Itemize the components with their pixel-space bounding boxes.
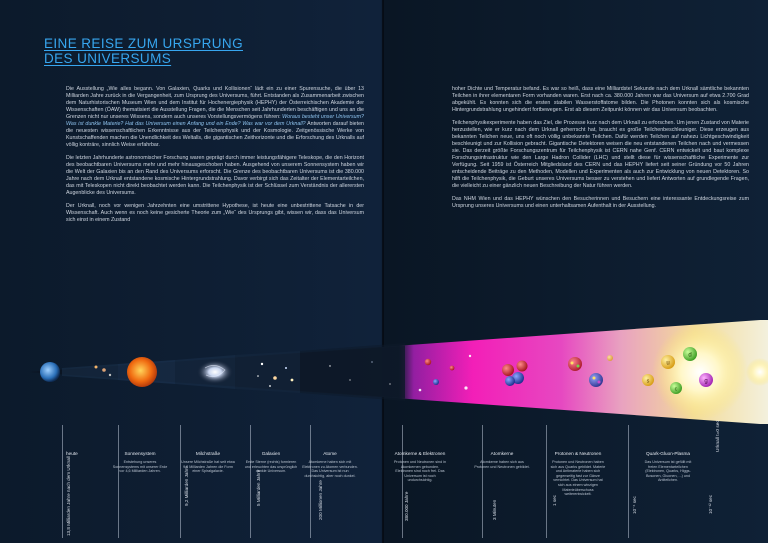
timeline-divider [118, 425, 119, 538]
stage-description: Das Universum ist gefüllt mit freien Elementarteilchen (Elektronen, Quarks, Higgs-Bosonen, Gluonen, ...) und Antiteilchen. [644, 460, 692, 483]
stage-heading: Atome [323, 451, 337, 456]
stage-time: 3 Minuten [492, 499, 497, 520]
sun-icon [127, 357, 157, 387]
quark-d: d [688, 352, 692, 359]
quark-c: c [674, 386, 678, 393]
timeline-divider [482, 425, 483, 538]
stage-time: 9,2 Milliarden Jahre [184, 465, 189, 506]
stage-description: Entstehung unseres Sonnensystems mit unserer Erde vor 4,6 Milliarden Jahren. [112, 460, 168, 474]
urknall-label: Urknall t=0 sec [716, 420, 721, 452]
stage-heading: Sonnensystem [124, 451, 156, 456]
stage-time: 10⁻¹² sec [708, 494, 713, 514]
timeline-divider [628, 425, 629, 538]
stage-heading: heute [66, 451, 78, 456]
stage-heading: Quark-Gluon-Plasma [645, 451, 691, 456]
stage-heading: Galaxien [261, 451, 281, 456]
title-line-2: DES UNIVERSUMS [44, 51, 172, 66]
timeline-divider [250, 425, 251, 538]
page-gutter [382, 0, 384, 543]
stage-description: Atomkerne haben sich aus Protonen und Neutronen gebildet. [474, 460, 530, 469]
right-text-column [452, 86, 749, 215]
cosmic-timeline-illustration [0, 318, 768, 426]
title-line-1: EINE REISE ZUM URSPRUNG [44, 36, 243, 51]
milky-way-icon [197, 360, 233, 384]
left-paragraph-1: Die Ausstellung „Wie alles begann. Von Galaxien, Quarks und Kollisionen“ lädt ein zu einer Spurensuche, die über 13 Milliarden Jahre zurück in die Vergangenheit, zum Ursprung des Universums, führt. Entstanden als Zusammenarbeit zwischen dem Naturhistorischen Museum Wien und dem Institut für Hochenergiephysik (HEPHY) der Österreichischen Akademie der Wissenschaften (ÖAW) thematisiert die Ausstellung Fragen, die die Menschen seit Jahrhunderten beschäftigen und uns an die Grenzen nicht nur unseres Wissens, sondern auch unseres Vorstellungsvermögens führen: Woraus besteht unser Universum? Was ist dunkle Materie? Hat das Universum einen Anfang und ein Ende? Was war vor dem Urknall? Antworten darauf bieten die neuesten wissenschaftlichen Erkenntnisse aus der Teilchenphysik und der Kosmologie. Zeitgenössische Werke von Kunstschaffenden machen die Unendlichkeit des Weltalls, die gigantischen Zeithorizonte und die Erforschung des Urknalls auf völlig konträre, sinnlich Weise erfahrbar. [66, 86, 364, 149]
right-paragraph-2: Teilchenphysikexperimente haben das Ziel, die Prozesse kurz nach dem Urknall zu erforschen. Um jenen Zustand von Materie herzustellen, wie er kurz nach dem Urknall geherrscht hat, braucht es große Teilchenbeschleuniger. Diese erzeugen aus bekannten Teilchen neue, uns oft noch völlig unbekannte Teilchen. Dafür werden Teilchen auf nahezu Lichtgeschwindigkeit beschleunigt und zur Kollision gebracht. Gigantische Detektoren weisen die neu entstandenen Teilchen nach und vermessen sie. Das derzeit größte Forschungszentrum für Teilchenphysik ist CERN nahe Genf. CERN entwickelt und baut komplexe Forschungsinfrastruktur wie den Large Hadron Collider (LHC) und stellt diese für wissenschaftliche Experimente zur Verfügung. Seit 1959 ist Österreich Mitgliedsland des CERN und das HEPHY liefert seit seiner Gründung vor 50 Jahren entscheidende Beiträge zu den Methoden, Modellen und Experimenten als auch zur Entwicklung von neuen Detektoren. So hilft die Teilchenphysik, die Geburt unseres Universums besser zu verstehen und liefert Antworten auf grundlegende Fragen, die vielleicht zu einer gänzlich neuen Beschreibung der Natur führen werden. [452, 119, 749, 190]
timeline-artwork [0, 318, 768, 426]
stage-heading: Atomkerne & Elektronen [394, 451, 446, 456]
stage-time: 13,8 Milliarden Jahre nach dem Urknall [66, 456, 71, 536]
page-title [44, 36, 243, 66]
earth-icon [40, 362, 60, 382]
stage-heading: Milchstraße [195, 451, 221, 456]
stage-heading: Atomkerne [490, 451, 514, 456]
stage-time: 200 Millionen Jahre [318, 480, 323, 520]
quark-u: u [666, 360, 670, 367]
stage-time: 10⁻⁶ sec [632, 496, 637, 514]
stage-description: Protonen und Neutronen haben sich aus Quarks gebildet. Materie und Antimaterie haben sich gegenseitig fast zur Gänze vernichtet. Das Universum hat sich aus einem winzigen Materieüberschuss weiterentwickelt. [550, 460, 606, 497]
stage-description: Unsere Milchstraße hat seit etwa 9,2 Milliarden Jahren die Form einer Spiralgalaxie. [181, 460, 235, 474]
quark-g: g [704, 378, 708, 385]
stage-description: Atomkerne haben sich mit Elektronen zu Atomen verbunden. Das Universum ist nun durchsichtig, aber noch dunkel. [302, 460, 358, 478]
left-text-column [66, 86, 364, 229]
left-paragraph-3: Der Urknall, noch vor wenigen Jahrzehnten eine umstrittene Hypothese, ist heute eine unbestrittene Tatsache in der Wissenschaft. Auch wenn es noch keine gesicherte Theorie zum „Wie“ des Ursprungs gibt, wissen wir, dass das Universum sich einst in einem Zustand [66, 202, 364, 223]
left-paragraph-2: Die letzten Jahrhunderte astronomischer Forschung waren geprägt durch immer leistungsfähigere Teleskope, die den Horizont des beobachtbaren Universums mehr und mehr hinausgeschoben haben. Ausgehend von unserem Sonnensystem haben wir die Welt der Galaxien bis an den Rand des Universums erforscht. Die Grenze des beobachtbaren Universums ist die 380.000 Jahre nach dem Urknall entstandene kosmische Hintergrundstrahlung. Davor verbirgt sich das Zeitalter der Elementarteilchen, das mit Teleskopen nicht direkt beobachtet werden kann. Die Teilchenphysik ist der Schlüssel zum Verständnis der allerersten Augenblicke des Universums. [66, 154, 364, 197]
timeline-divider [546, 425, 547, 538]
stage-description: Erste Sterne (rechts) formieren und erleuchten das ursprünglich dunkle Universum. [244, 460, 298, 474]
stage-description: Protonen und Neutronen sind in Atomkernen gebunden. Elektronen sind noch frei. Das Universum ist noch undurchsichtig. [393, 460, 447, 483]
stage-heading: Protonen & Neutronen [554, 451, 602, 456]
stage-time: 5 Milliarden Jahre [256, 469, 261, 506]
stage-time: 1 sec [552, 495, 557, 506]
quark-s: s [646, 378, 650, 385]
right-paragraph-1: hoher Dichte und Temperatur befand. Es war so heiß, dass eine Milliardstel Sekunde nach dem Urknall sämtliche bekannten Teilchen in ihrer elementaren Form vorhanden waren. Erst nach ca. 380.000 Jahren war das Universum auf etwa 2.700 Grad abgekühlt. Es konnten sich die ersten stabilen Wasserstoffatome bilden. Die Photonen konnten sich als kosmische Hintergrundstrahlung ungehindert fortbewegen. Erst ab diesem Zeitpunkt können wir das Universum beobachten. [452, 86, 749, 114]
italic-questions: Woraus besteht unser Universum? Was ist dunkle Materie? Hat das Universum einen Anfang und ein Ende? Was war vor dem Urknall? [66, 114, 364, 128]
stage-time: 380.000 Jahre [404, 491, 409, 521]
timeline-divider [180, 425, 181, 538]
timeline-divider [62, 425, 63, 538]
timeline-divider [310, 425, 311, 538]
right-paragraph-3: Das NHM Wien und das HEPHY wünschen den Besucherinnen und Besuchern eine interessante Entdeckungsreise zum Ursprung unseres Universums und einen unterhaltsamen Aufenthalt in der Ausstellung. [452, 195, 749, 209]
